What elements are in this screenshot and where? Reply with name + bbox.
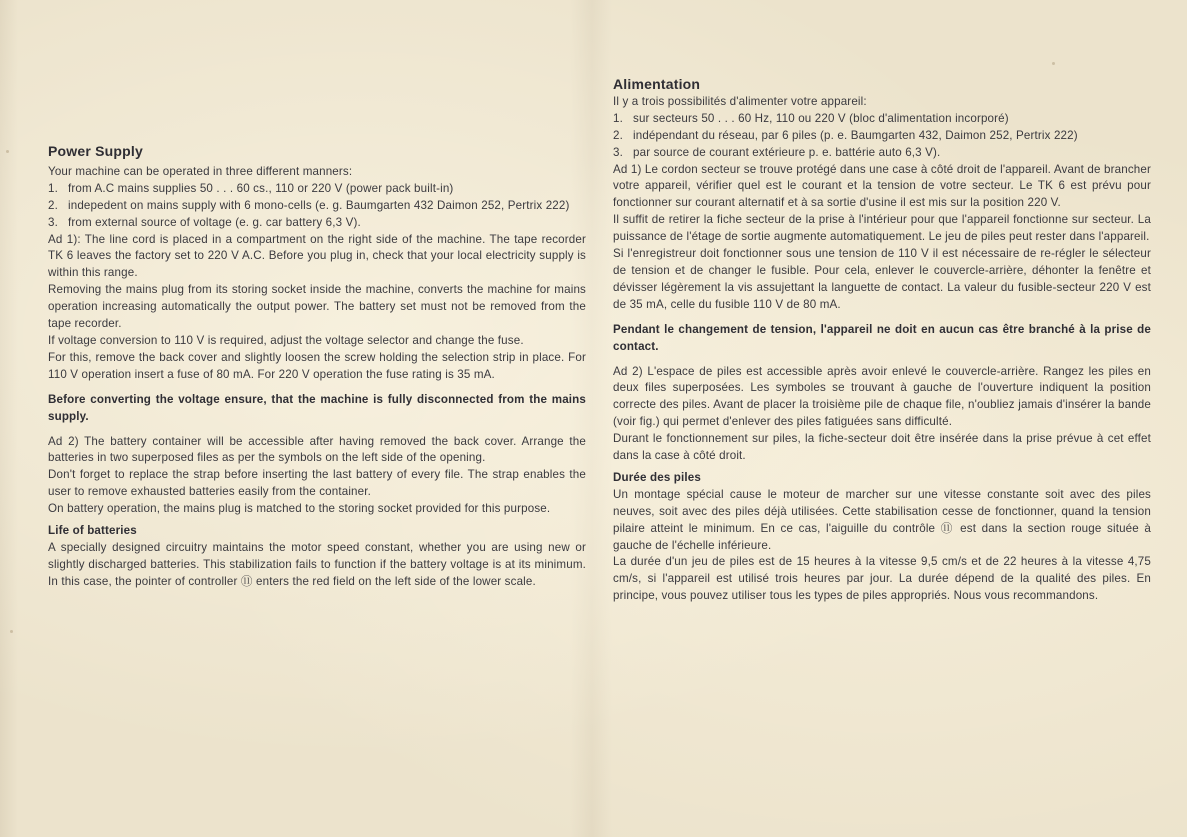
voltage-conversion-paragraph: If voltage conversion to 110 V is required, adjust the voltage selector and change the fuse. bbox=[48, 333, 524, 347]
power-supply-intro: Your machine can be operated in three different manners: bbox=[48, 164, 353, 178]
fuse-paragraph: For this, remove the back cover and slightly loosen the screw holding the selection strip in place. For 110 V operation insert a fuse of 80 mA. For 220 V operation the fuse rating is 35 mA. bbox=[48, 350, 586, 381]
suffit-paragraph: Il suffit de retirer la fiche secteur de la prise à l'intérieur pour que l'appareil fonctionne sur secteur. La puissance de l'étage de sortie augmente automatiquement. Le jeu de piles peut rester dans l'appareil. bbox=[613, 213, 1151, 244]
list-item: 3. from external source of voltage (e. g. car battery 6,3 V). bbox=[48, 215, 361, 229]
life-of-batteries-text: A specially designed circuitry maintains the motor speed constant, whether you are using new or slightly discharged batteries. This stabilization fails to function if the battery voltage is at its minimum. In this case, the pointer of controller ⑪ enters the red field on the left side of the lower scale. bbox=[48, 540, 586, 588]
ad1-paragraph: Ad 1): The line cord is placed in a compartment on the right side of the machine. The tape recorder TK 6 leaves the factory set to 220 V A.C. Before you plug in, check that your local electricity supply is within this range. bbox=[48, 232, 586, 280]
warning-text: Before converting the voltage ensure, that the machine is fully disconnected from the mains supply. bbox=[48, 392, 586, 423]
removing-plug-paragraph: Removing the mains plug from its storing socket inside the machine, converts the machine for mains operation increasing automatically the output power. The battery set must not be removed from the tape recorder. bbox=[48, 283, 586, 331]
list-item: 2. indépendant du réseau, par 6 piles (p. e. Baumgarten 432, Daimon 252, Pertrix 222) bbox=[613, 128, 1078, 142]
battery-operation-paragraph: On battery operation, the mains plug is matched to the storing socket provided for this purpose. bbox=[48, 502, 551, 516]
life-of-batteries-heading: Life of batteries bbox=[48, 524, 137, 538]
list-item: 3. par source de courant extérieure p. e. battérie auto 6,3 V). bbox=[613, 145, 941, 159]
alimentation-options-list bbox=[613, 111, 1151, 162]
paper-speck bbox=[10, 630, 13, 633]
alimentation-heading: Alimentation bbox=[613, 76, 701, 92]
warning-text-fr: Pendant le changement de tension, l'appareil ne doit en aucun cas être branché à la prise de contact. bbox=[613, 322, 1151, 353]
power-options-list bbox=[48, 181, 586, 232]
duree-des-piles-text-2: La durée d'un jeu de piles est de 15 heures à la vitesse 9,5 cm/s et de 22 heures à la vitesse 4,75 cm/s, si l'appareil est utilisé trois heures par jour. La durée dépend de la qualité des piles. En principe, vous pouvez utiliser tous les types de piles appropriés. Nous vous recommandons. bbox=[613, 555, 1151, 603]
alimentation-intro: Il y a trois possibilités d'alimenter votre appareil: bbox=[613, 94, 867, 108]
paper-speck bbox=[6, 150, 9, 153]
list-item: 2. indepedent on mains supply with 6 mono-cells (e. g. Baumgarten 432 Daimon 252, Pertrix 222) bbox=[48, 198, 570, 212]
ad1-paragraph-fr: Ad 1) Le cordon secteur se trouve protégé dans une case à côté droit de l'appareil. Avant de brancher votre appareil, vérifier quel est le courant et la tension de votre secteur. Le TK 6 est prévu pour fonctionner sur courant alternatif et à sa sortie d'usine il est mis sur la position 220 V. bbox=[613, 162, 1151, 210]
strap-paragraph: Don't forget to replace the strap before inserting the last battery of every file. The strap enables the user to remove exhausted batteries easily from the container. bbox=[48, 468, 586, 499]
list-item: 1. sur secteurs 50 . . . 60 Hz, 110 ou 220 V (bloc d'alimentation incorporé) bbox=[613, 111, 1009, 125]
ad2-paragraph-fr: Ad 2) L'espace de piles est accessible après avoir enlevé le couvercle-arrière. Rangez les piles en deux files superposées. Les symboles se trouvant à gauche de l'ouverture indiquent la position correcte des piles. Avant de placer la troisième pile de chaque file, n'oubliez jamais d'insérer la bande (voir fig.) qui permet d'enlever des piles fatiguées sans difficulté. bbox=[613, 364, 1151, 429]
english-column bbox=[48, 143, 586, 591]
durant-paragraph: Durant le fonctionnement sur piles, la fiche-secteur doit être insérée dans la prise prévue à cet effet dans la case à côté droit. bbox=[613, 432, 1151, 463]
list-item: 1. from A.C mains supplies 50 . . . 60 cs., 110 or 220 V (power pack built-in) bbox=[48, 181, 454, 195]
ad2-paragraph: Ad 2) The battery container will be accessible after having removed the back cover. Arrange the batteries in two superposed files as per the symbols on the left side of the opening. bbox=[48, 434, 586, 465]
power-supply-heading: Power Supply bbox=[48, 143, 143, 159]
tension-paragraph: Si l'enregistreur doit fonctionner sous une tension de 110 V il est nécessaire de re-régler le sélecteur de tension et de changer le fusible. Pour cela, enlever le couvercle-arrière, déhonter la fenêtre et dévisser légèrement la vis assujettant la languette de contact. La valeur du fusible-secteur 220 V est de 35 mA, celle du fusible 110 V de 80 mA. bbox=[613, 247, 1151, 311]
duree-des-piles-heading: Durée des piles bbox=[613, 470, 701, 484]
duree-des-piles-text: Un montage spécial cause le moteur de marcher sur une vitesse constante soit avec des piles neuves, soit avec des piles déjà utilisées. Cette stabilisation cesse de fonctionner, quand la tension pilaire atteint le minimum. En ce cas, l'aiguille du contrôle ⑪ est dans la section rouge située à gauche de l'échelle inférieure. bbox=[613, 487, 1151, 552]
paper-speck bbox=[1052, 62, 1055, 65]
french-column bbox=[613, 76, 1151, 605]
